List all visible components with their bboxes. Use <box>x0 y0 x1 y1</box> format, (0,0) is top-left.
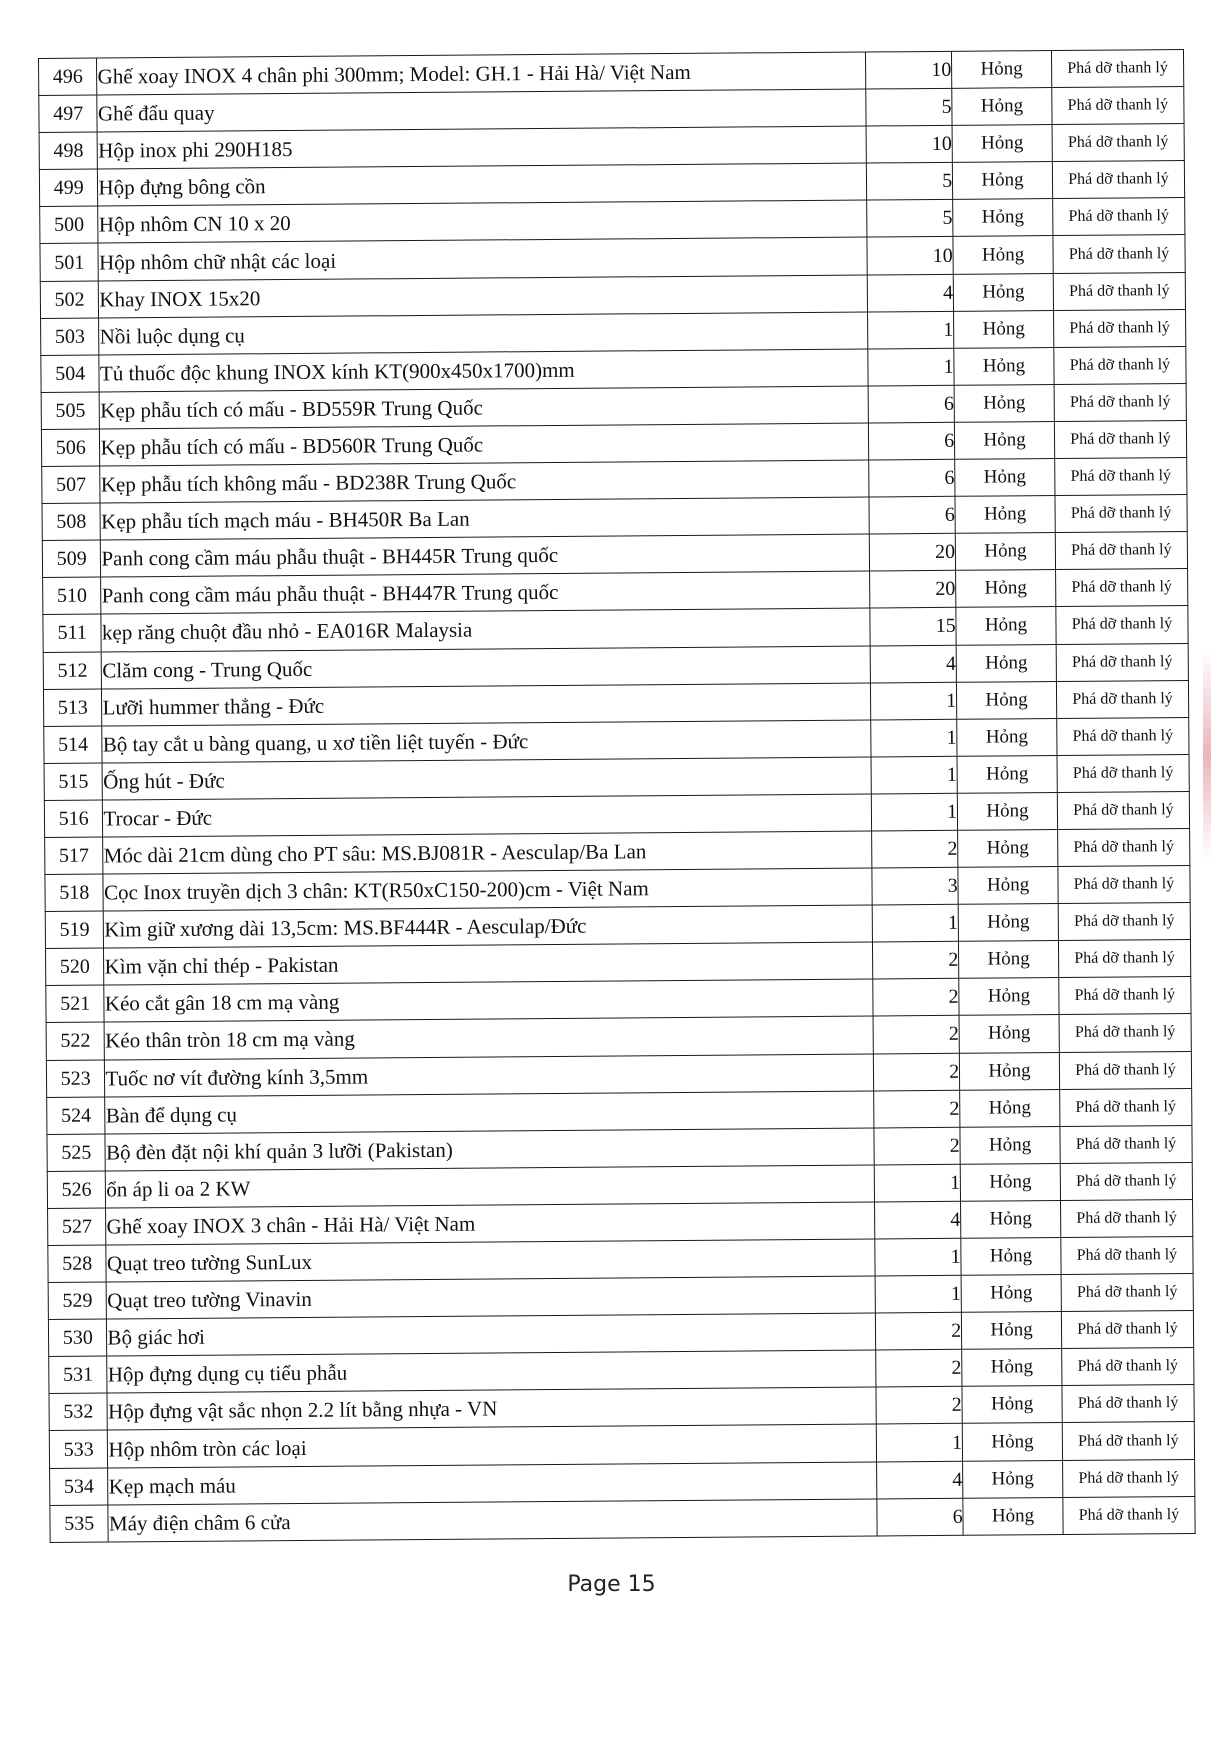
quantity-cell: 4 <box>871 645 957 683</box>
row-number-cell: 515 <box>44 763 103 801</box>
item-name-cell: Kẹp phẫu tích có mấu - BD560R Trung Quốc <box>100 423 869 466</box>
item-name-cell: Hộp đựng vật sắc nhọn 2.2 lít bằng nhựa - VN <box>107 1387 876 1430</box>
quantity-cell: 2 <box>876 1387 962 1425</box>
quantity-cell: 2 <box>872 830 958 868</box>
action-cell: Phá dỡ thanh lý <box>1061 1274 1193 1312</box>
action-cell: Phá dỡ thanh lý <box>1060 1162 1192 1200</box>
row-number-cell: 500 <box>40 206 99 244</box>
action-cell: Phá dỡ thanh lý <box>1063 1496 1195 1534</box>
quantity-cell: 4 <box>875 1201 961 1239</box>
quantity-cell: 1 <box>871 719 957 757</box>
quantity-cell: 2 <box>873 979 959 1017</box>
row-number-cell: 535 <box>50 1505 109 1543</box>
item-name-cell: Trocar - Đức <box>103 794 872 837</box>
quantity-cell: 6 <box>877 1498 963 1536</box>
status-cell: Hỏng <box>957 792 1057 830</box>
item-name-cell: Ống hút - Đức <box>102 757 871 800</box>
action-cell: Phá dỡ thanh lý <box>1055 495 1187 533</box>
item-name-cell: Hộp nhôm chữ nhật các loại <box>98 237 867 280</box>
row-number-cell: 505 <box>41 392 100 430</box>
action-cell: Phá dỡ thanh lý <box>1061 1311 1193 1349</box>
status-cell: Hỏng <box>959 941 1059 979</box>
item-name-cell: Tuốc nơ vít đường kính 3,5mm <box>105 1053 874 1096</box>
status-cell: Hỏng <box>963 1497 1063 1535</box>
inventory-sheet <box>38 49 1196 1543</box>
quantity-cell: 3 <box>872 867 958 905</box>
status-cell: Hỏng <box>955 533 1055 571</box>
status-cell: Hỏng <box>953 236 1053 274</box>
row-number-cell: 496 <box>39 58 98 96</box>
status-cell: Hỏng <box>962 1349 1062 1387</box>
action-cell: Phá dỡ thanh lý <box>1054 420 1186 458</box>
action-cell: Phá dỡ thanh lý <box>1062 1459 1194 1497</box>
quantity-cell: 2 <box>874 1090 960 1128</box>
status-cell: Hỏng <box>955 459 1055 497</box>
item-name-cell: Bộ giác hơi <box>107 1313 876 1356</box>
item-name-cell: Bàn để dụng cụ <box>105 1091 874 1134</box>
quantity-cell: 20 <box>870 571 956 609</box>
item-name-cell: Kìm vặn chỉ thép - Pakistan <box>104 942 873 985</box>
quantity-cell: 6 <box>869 422 955 460</box>
row-number-cell: 517 <box>45 837 104 875</box>
row-number-cell: 504 <box>41 355 100 393</box>
row-number-cell: 531 <box>49 1356 108 1394</box>
quantity-cell: 2 <box>874 1127 960 1165</box>
quantity-cell: 5 <box>866 88 952 126</box>
status-cell: Hỏng <box>952 51 1052 89</box>
status-cell: Hỏng <box>954 384 1054 422</box>
status-cell: Hỏng <box>959 1052 1059 1090</box>
item-name-cell: Máy điện châm 6 cửa <box>108 1499 877 1542</box>
action-cell: Phá dỡ thanh lý <box>1054 383 1186 421</box>
item-name-cell: Kẹp mạch máu <box>108 1462 877 1505</box>
status-cell: Hỏng <box>960 1089 1060 1127</box>
status-cell: Hỏng <box>955 496 1055 534</box>
status-cell: Hỏng <box>956 570 1056 608</box>
quantity-cell: 1 <box>876 1275 962 1313</box>
row-number-cell: 529 <box>48 1282 107 1320</box>
item-name-cell: Nồi luộc dụng cụ <box>99 312 868 355</box>
action-cell: Phá dỡ thanh lý <box>1058 940 1190 978</box>
quantity-cell: 20 <box>870 534 956 572</box>
item-name-cell: Kéo cắt gân 18 cm mạ vàng <box>104 979 873 1022</box>
quantity-cell: 1 <box>875 1164 961 1202</box>
scan-edge-mark <box>1203 650 1211 860</box>
action-cell: Phá dỡ thanh lý <box>1053 309 1185 347</box>
status-cell: Hỏng <box>953 273 1053 311</box>
item-name-cell: Panh cong cầm máu phẫu thuật - BH447R Trung quốc <box>101 571 870 614</box>
row-number-cell: 522 <box>46 1022 105 1060</box>
quantity-cell: 6 <box>869 496 955 534</box>
row-number-cell: 528 <box>48 1245 107 1283</box>
status-cell: Hỏng <box>955 421 1055 459</box>
action-cell: Phá dỡ thanh lý <box>1052 124 1184 162</box>
item-name-cell: Hộp nhôm tròn các loại <box>108 1424 877 1467</box>
status-cell: Hỏng <box>962 1312 1062 1350</box>
action-cell: Phá dỡ thanh lý <box>1056 643 1188 681</box>
status-cell: Hỏng <box>959 1015 1059 1053</box>
item-name-cell: Kẹp phẫu tích không mấu - BD238R Trung Quốc <box>100 460 869 503</box>
inventory-table-body <box>39 50 1196 1543</box>
item-name-cell: Panh cong cầm máu phẫu thuật - BH445R Trung quốc <box>101 534 870 577</box>
action-cell: Phá dỡ thanh lý <box>1060 1125 1192 1163</box>
row-number-cell: 498 <box>39 132 98 170</box>
action-cell: Phá dỡ thanh lý <box>1058 866 1190 904</box>
quantity-cell: 6 <box>869 385 955 423</box>
item-name-cell: Kẹp phẫu tích có mấu - BD559R Trung Quốc <box>100 386 869 429</box>
quantity-cell: 6 <box>869 459 955 497</box>
row-number-cell: 511 <box>43 614 102 652</box>
item-name-cell: Kẹp phẫu tích mạch máu - BH450R Ba Lan <box>100 497 869 540</box>
status-cell: Hỏng <box>952 88 1052 126</box>
quantity-cell: 4 <box>877 1461 963 1499</box>
row-number-cell: 501 <box>40 244 99 282</box>
action-cell: Phá dỡ thanh lý <box>1053 235 1185 273</box>
status-cell: Hỏng <box>958 867 1058 905</box>
status-cell: Hỏng <box>960 1126 1060 1164</box>
row-number-cell: 499 <box>39 169 98 207</box>
status-cell: Hỏng <box>958 904 1058 942</box>
status-cell: Hỏng <box>958 829 1058 867</box>
item-name-cell: Khay INOX 15x20 <box>99 275 868 318</box>
item-name-cell: Hộp đựng bông cồn <box>98 163 867 206</box>
item-name-cell: Clăm cong - Trung Quốc <box>102 645 871 688</box>
status-cell: Hỏng <box>961 1200 1061 1238</box>
quantity-cell: 1 <box>871 682 957 720</box>
status-cell: Hỏng <box>961 1238 1061 1276</box>
row-number-cell: 523 <box>46 1060 105 1098</box>
quantity-cell: 15 <box>870 608 956 646</box>
row-number-cell: 520 <box>45 948 104 986</box>
quantity-cell: 2 <box>873 942 959 980</box>
status-cell: Hỏng <box>952 125 1052 163</box>
row-number-cell: 527 <box>48 1208 107 1246</box>
action-cell: Phá dỡ thanh lý <box>1057 791 1189 829</box>
item-name-cell: Ghế xoay INOX 3 chân - Hải Hà/ Việt Nam <box>106 1202 875 1245</box>
item-name-cell: Kéo thân tròn 18 cm mạ vàng <box>105 1016 874 1059</box>
status-cell: Hỏng <box>954 310 1054 348</box>
row-number-cell: 525 <box>47 1134 106 1172</box>
page-footer: Page 15 <box>567 1572 656 1597</box>
quantity-cell: 1 <box>872 793 958 831</box>
action-cell: Phá dỡ thanh lý <box>1058 828 1190 866</box>
status-cell: Hỏng <box>957 718 1057 756</box>
item-name-cell: Hộp đựng dụng cụ tiểu phẫu <box>107 1350 876 1393</box>
action-cell: Phá dỡ thanh lý <box>1062 1348 1194 1386</box>
action-cell: Phá dỡ thanh lý <box>1060 1088 1192 1126</box>
row-number-cell: 519 <box>45 911 104 949</box>
status-cell: Hỏng <box>956 644 1056 682</box>
row-number-cell: 509 <box>42 540 101 578</box>
action-cell: Phá dỡ thanh lý <box>1056 680 1188 718</box>
action-cell: Phá dỡ thanh lý <box>1060 1199 1192 1237</box>
quantity-cell: 2 <box>874 1016 960 1054</box>
action-cell: Phá dỡ thanh lý <box>1062 1422 1194 1460</box>
quantity-cell: 10 <box>866 51 952 89</box>
row-number-cell: 510 <box>43 577 102 615</box>
item-name-cell: ổn áp li oa 2 KW <box>106 1165 875 1208</box>
row-number-cell: 524 <box>47 1097 106 1135</box>
quantity-cell: 2 <box>874 1053 960 1091</box>
quantity-cell: 5 <box>867 200 953 238</box>
row-number-cell: 507 <box>42 466 101 504</box>
action-cell: Phá dỡ thanh lý <box>1055 458 1187 496</box>
status-cell: Hỏng <box>953 199 1053 237</box>
item-name-cell: Quạt treo tường Vinavin <box>107 1276 876 1319</box>
action-cell: Phá dỡ thanh lý <box>1062 1385 1194 1423</box>
item-name-cell: Ghế đẩu quay <box>97 89 866 132</box>
row-number-cell: 533 <box>49 1430 108 1468</box>
quantity-cell: 1 <box>868 348 954 386</box>
item-name-cell: Lưỡi hummer thẳng - Đức <box>102 683 871 726</box>
quantity-cell: 1 <box>873 904 959 942</box>
action-cell: Phá dỡ thanh lý <box>1059 1051 1191 1089</box>
status-cell: Hỏng <box>957 755 1057 793</box>
item-name-cell: kẹp răng chuột đầu nhỏ - EA016R Malaysia <box>101 608 870 651</box>
status-cell: Hỏng <box>953 162 1053 200</box>
action-cell: Phá dỡ thanh lý <box>1059 1014 1191 1052</box>
item-name-cell: Bộ tay cắt u bàng quang, u xơ tiền liệt tuyến - Đức <box>102 720 871 763</box>
row-number-cell: 518 <box>45 874 104 912</box>
status-cell: Hỏng <box>962 1386 1062 1424</box>
quantity-cell: 2 <box>876 1350 962 1388</box>
row-number-cell: 506 <box>41 429 100 467</box>
item-name-cell: Cọc Inox truyền dịch 3 chân: KT(R50xC150-200)cm - Việt Nam <box>103 868 872 911</box>
item-name-cell: Bộ đèn đặt nội khí quản 3 lưỡi (Pakistan) <box>105 1128 874 1171</box>
status-cell: Hỏng <box>962 1423 1062 1461</box>
inventory-table <box>38 49 1196 1543</box>
quantity-cell: 1 <box>875 1238 961 1276</box>
action-cell: Phá dỡ thanh lý <box>1052 87 1184 125</box>
status-cell: Hỏng <box>954 347 1054 385</box>
row-number-cell: 514 <box>44 726 103 764</box>
status-cell: Hỏng <box>961 1275 1061 1313</box>
action-cell: Phá dỡ thanh lý <box>1055 569 1187 607</box>
row-number-cell: 497 <box>39 95 98 133</box>
row-number-cell: 534 <box>50 1468 109 1506</box>
quantity-cell: 10 <box>867 237 953 275</box>
action-cell: Phá dỡ thanh lý <box>1057 717 1189 755</box>
row-number-cell: 532 <box>49 1393 108 1431</box>
quantity-cell: 1 <box>871 756 957 794</box>
action-cell: Phá dỡ thanh lý <box>1061 1236 1193 1274</box>
item-name-cell: Quạt treo tường SunLux <box>106 1239 875 1282</box>
quantity-cell: 4 <box>868 274 954 312</box>
row-number-cell: 530 <box>48 1319 107 1357</box>
item-name-cell: Hộp nhôm CN 10 x 20 <box>98 200 867 243</box>
quantity-cell: 1 <box>868 311 954 349</box>
action-cell: Phá dỡ thanh lý <box>1053 272 1185 310</box>
status-cell: Hỏng <box>957 681 1057 719</box>
item-name-cell: Móc dài 21cm dùng cho PT sâu: MS.BJ081R - Aesculap/Ba Lan <box>103 831 872 874</box>
action-cell: Phá dỡ thanh lý <box>1051 50 1183 88</box>
action-cell: Phá dỡ thanh lý <box>1055 532 1187 570</box>
row-number-cell: 503 <box>41 318 100 356</box>
item-name-cell: Hộp inox phi 290H185 <box>98 126 867 169</box>
row-number-cell: 502 <box>40 281 99 319</box>
status-cell: Hỏng <box>959 978 1059 1016</box>
row-number-cell: 513 <box>43 689 102 727</box>
item-name-cell: Ghế xoay INOX 4 chân phi 300mm; Model: GH.1 - Hải Hà/ Việt Nam <box>97 52 866 95</box>
action-cell: Phá dỡ thanh lý <box>1053 198 1185 236</box>
item-name-cell: Kìm giữ xương dài 13,5cm: MS.BF444R - Aesculap/Đức <box>104 905 873 948</box>
row-number-cell: 526 <box>47 1171 106 1209</box>
status-cell: Hỏng <box>963 1460 1063 1498</box>
action-cell: Phá dỡ thanh lý <box>1059 977 1191 1015</box>
quantity-cell: 1 <box>877 1424 963 1462</box>
row-number-cell: 508 <box>42 503 101 541</box>
action-cell: Phá dỡ thanh lý <box>1057 754 1189 792</box>
row-number-cell: 521 <box>46 985 105 1023</box>
quantity-cell: 5 <box>867 163 953 201</box>
item-name-cell: Tủ thuốc độc khung INOX kính KT(900x450x1700)mm <box>99 349 868 392</box>
action-cell: Phá dỡ thanh lý <box>1056 606 1188 644</box>
row-number-cell: 512 <box>43 652 102 690</box>
status-cell: Hỏng <box>956 607 1056 645</box>
action-cell: Phá dỡ thanh lý <box>1054 346 1186 384</box>
status-cell: Hỏng <box>960 1163 1060 1201</box>
row-number-cell: 516 <box>44 800 103 838</box>
action-cell: Phá dỡ thanh lý <box>1052 161 1184 199</box>
quantity-cell: 10 <box>867 126 953 164</box>
quantity-cell: 2 <box>876 1312 962 1350</box>
action-cell: Phá dỡ thanh lý <box>1058 903 1190 941</box>
